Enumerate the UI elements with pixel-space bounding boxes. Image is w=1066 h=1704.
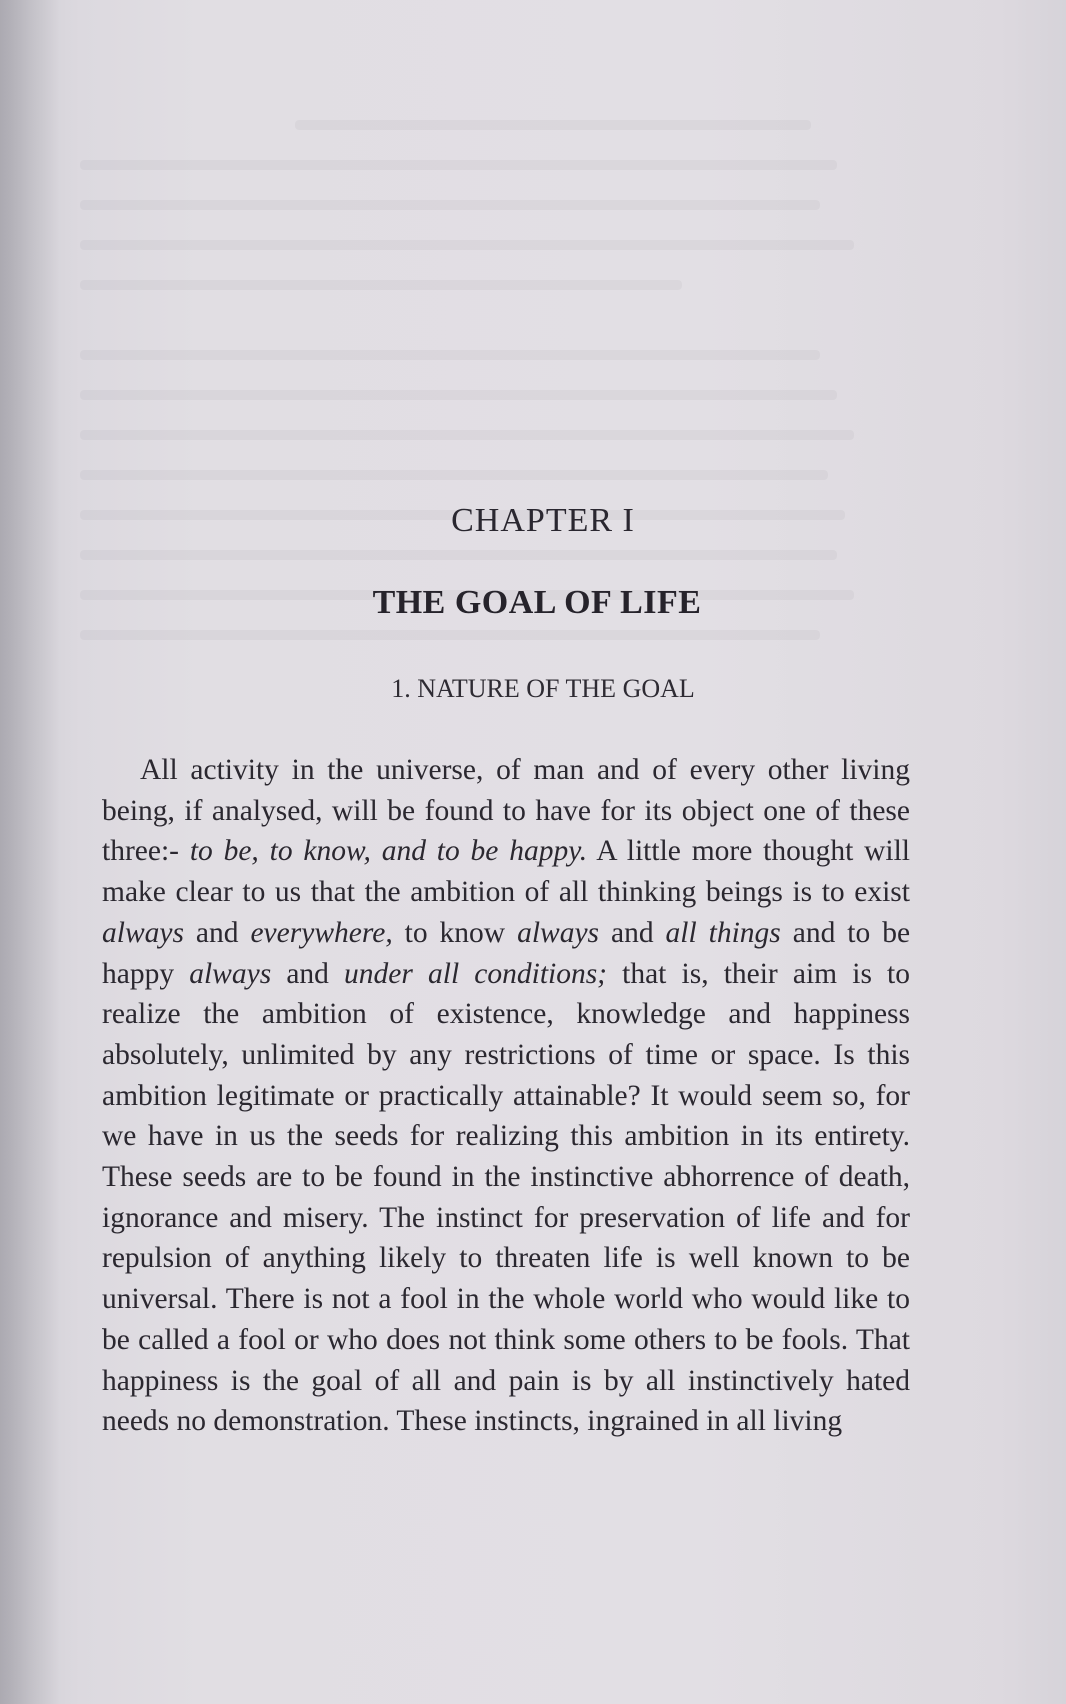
body-text-run: and [599, 916, 666, 949]
body-text-italic: always [102, 916, 184, 949]
section-heading: 1. NATURE OF THE GOAL [391, 674, 695, 703]
body-text-italic: everywhere, [250, 916, 393, 949]
body-text-italic: always [189, 957, 272, 990]
body-text-italic: all things [665, 916, 781, 949]
chapter-title: THE GOAL OF LIFE [372, 584, 702, 621]
body-text-run: and [271, 957, 345, 990]
body-text-run: A little more thought will make clear to us that the ambition of all thinking beings is to exist [102, 835, 910, 909]
show-through-text [80, 90, 940, 730]
body-text-italic: always [517, 916, 600, 949]
chapter-number: CHAPTER I [451, 502, 635, 539]
body-text-run: and to be happy [102, 916, 911, 990]
body-text-run: that is, their aim is to realize the ambition of existence, knowledge and happiness absolutely, unlimited by any restrictions of time or space. Is this ambition legitimate or practically attainable? It would seem so, for we have in us the seeds for realizing this ambition in its entirety. These seeds are to be found in the instinctive abhorrence of death, ignorance and misery. The instinct for preservation of life and for repulsion of anything likely to threaten life is well known to be universal. There is not a fool in the whole world who would like to be called a fool or who does not think some others to be fools. That happiness is the goal of all and pain is by all instinctively hated needs no demonstration. These instincts, ingrained in all living [102, 957, 911, 1438]
body-text-italic: to be, to know, and to be happy. [189, 835, 588, 868]
body-text-run: All activity in the universe, of man and of every other living being, if analysed, will be found to have for its object one of these three:- [102, 754, 910, 868]
body-text-italic: under all conditions; [344, 957, 608, 990]
body-text-run: to know [392, 916, 518, 949]
body-paragraph [102, 750, 910, 1442]
spine-shadow [0, 0, 60, 1704]
body-text-run: and [183, 916, 251, 949]
